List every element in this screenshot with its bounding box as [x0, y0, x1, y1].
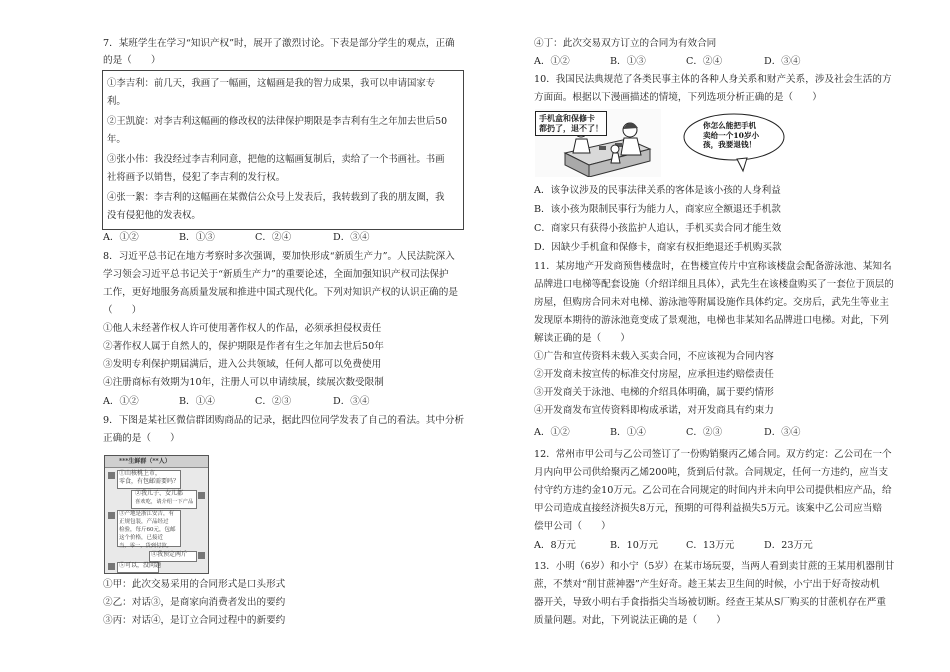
q7-option-c[interactable]: C．②④ — [255, 232, 292, 243]
q12-stem-line: 偿甲公司（ ） — [534, 521, 611, 532]
q7-option-a[interactable]: A．①② — [103, 232, 139, 243]
q11-option-c[interactable]: C．②③ — [686, 427, 723, 438]
q9-analysis-item: ④丁：此次交易双方订立的合同为有效合同 — [534, 38, 717, 49]
q9-analysis-item: ②乙：对话③，是商家向消费者发出的要约 — [103, 597, 286, 608]
chat-message: ③产地是浙江安吉，有 — [119, 511, 175, 517]
q10-stem-line: 10．我国民法典规范了各类民事主体的各种人身关系和财产关系，涉及社会生活的方 — [534, 74, 892, 85]
q10-option-a[interactable]: A．该争议涉及的民事法律关系的客体是该小孩的人身利益 — [534, 185, 781, 196]
chat-group-title: ***生鲜群（**人） — [119, 458, 171, 465]
bubble-line: 都扔了，退不了！ — [539, 122, 603, 133]
q7-viewpoints-table — [102, 70, 464, 230]
q9-analysis-item: ③丙：对话④，是订立合同过程中的新要约 — [103, 615, 286, 626]
q8-statement: ①他人未经著作权人许可使用著作权人的作品，必须承担侵权责任 — [103, 323, 382, 334]
q7-view-line: ②王凯旋：对李吉利这幅画的修改权的法律保护期限是李吉利有生之年加去世后50 — [107, 116, 448, 127]
q7-option-b[interactable]: B．①③ — [179, 232, 215, 243]
q10-stem-line: 方面面。根据以下漫画描述的情境，下列选项分析正确的是（ ） — [534, 92, 822, 103]
q9-option-a[interactable]: A．①② — [534, 56, 570, 67]
q12-stem-line: 付守约方违约金10万元。乙公司在合同规定的时间内并未向甲公司提供相应产品，给 — [534, 485, 892, 496]
parent-speech-text — [703, 121, 759, 150]
q8-stem-line: 工作，更好地服务高质量发展和推进中国式现代化。下列对知识产权的认识正确的是 — [103, 287, 458, 298]
q11-statement: ④开发商发布宣传资料即构成承诺，对开发商具有约束力 — [534, 405, 774, 416]
bubble-line: 手机盒和保修卡 — [539, 113, 595, 123]
bubble-line: 你怎么能把手机 — [703, 121, 757, 130]
q7-view-line: ③张小伟：我没经过李吉利同意，把他的这幅画复制后，卖给了一个书画社。书画 — [107, 154, 445, 165]
q7-view-line: 社将画予以销售，侵犯了李吉利的发行权。 — [107, 172, 286, 183]
q9-option-b[interactable]: B．①③ — [610, 56, 646, 67]
parent-speech-cloud — [679, 111, 789, 173]
q8-option-a[interactable]: A．①② — [103, 396, 139, 407]
q7-option-d[interactable]: D．③④ — [333, 232, 370, 243]
phone-refund-cartoon — [535, 109, 661, 177]
avatar — [198, 492, 205, 499]
q9-option-d[interactable]: D．③④ — [764, 56, 801, 67]
chat-message: ④我预定两斤 — [151, 551, 188, 558]
chat-message: ②我儿子、女儿都 — [135, 490, 184, 497]
q11-stem-line: 发现原本期待的游泳池竟变成了景观池，电梯也非某知名品牌进口电梯。对此，下列 — [534, 315, 889, 326]
q8-option-c[interactable]: C．②③ — [255, 396, 292, 407]
q13-stem-line: 13．小明（6岁）和小宁（5岁）在某市场玩耍，当两人看到卖甘蔗的王某用机器削甘 — [534, 561, 895, 572]
avatar — [198, 552, 205, 559]
q13-stem-line: 蔗，不禁对“削甘蔗神器”产生好奇。趁王某去卫生间的时候，小宁出于好奇按动机 — [534, 579, 880, 590]
q9-analysis-item: ①甲：此次交易采用的合同形式是口头形式 — [103, 579, 286, 590]
q12-stem-line: 月内向甲公司供给聚丙乙烯200吨，货到后付款。合同规定，任何一方违约，应当支 — [534, 467, 889, 478]
chat-message: 这个价格，已接近 — [119, 535, 164, 541]
chat-message: 正规包装，产品经过 — [119, 519, 169, 525]
q13-stem-line: 器开关，导致小明右手食指指尖当场被切断。经查王某从S厂购买的甘蔗机存在严重 — [534, 597, 886, 608]
q9-stem-line: 9．下图是某社区微信群团购商品的记录，据此四位同学发表了自己的看法。其中分析 — [103, 415, 465, 426]
q11-stem-line: 解读正确的是（ ） — [534, 333, 630, 344]
wechat-group-chat-image — [104, 455, 209, 574]
bubble-line: 卖给一个10岁小 — [703, 130, 760, 140]
q8-statement: ④注册商标有效期为10年，注册人可以申请续展，续展次数受限制 — [103, 377, 384, 388]
q7-view-line: 年。 — [107, 134, 126, 145]
q7-view-line: 没有侵犯他的发表权。 — [107, 210, 201, 221]
q11-stem-line: 品牌进口电梯等配套设施（介绍详细且具体），武先生在该楼盘购买了一套位于顶层的 — [534, 279, 894, 290]
shopkeeper-speech-bubble — [535, 111, 607, 136]
q12-stem-line: 12．常州市甲公司与乙公司签订了一份购销聚丙乙烯合同。双方约定：乙公司在一个 — [534, 449, 892, 460]
chat-message: 检验，每斤60元，包邮 — [119, 527, 176, 533]
q11-statement: ②开发商未按宣传的标准交付房屋，应承担违约赔偿责任 — [534, 369, 774, 380]
q7-stem-line-1: 7．某班学生在学习“知识产权”时，展开了激烈讨论。下表是部分学生的观点，正确 — [103, 38, 455, 49]
q8-statement: ③发明专利保护期届满后，进入公共领域，任何人都可以免费使用 — [103, 359, 382, 370]
q12-option-d[interactable]: D．23万元 — [764, 540, 813, 551]
q12-stem-line: 甲公司造成直接经济损失8万元，预期的可得利益损失5万元。该案中乙公司应当赔 — [534, 503, 882, 514]
q7-view-line: ④张一絮：李吉利的这幅画在某微信公众号上发表后，我转载到了我的朋友圈，我 — [107, 192, 445, 203]
q8-statement: ②著作权人属于自然人的，保护期限是作者有生之年加去世后50年 — [103, 341, 384, 352]
q11-statement: ①广告和宣传资料未载入买卖合同，不应该视为合同内容 — [534, 351, 774, 362]
chat-message: 零食，有包邮需要吗？ — [119, 478, 180, 485]
q10-option-c[interactable]: C．商家只有获得小孩监护人追认，手机买卖合同才能生效 — [534, 223, 782, 234]
q13-stem-line: 质量问题。对此，下列说法正确的是（ ） — [534, 615, 726, 626]
q12-option-b[interactable]: B．10万元 — [610, 540, 659, 551]
q11-stem-line: 11．某房地产开发商预售楼盘时，在售楼宣传片中宣称该楼盘会配备游泳池、某知名 — [534, 261, 892, 272]
q8-stem-line: 学习领会习近平总书记关于“新质生产力”的重要论述，全面加强知识产权司法保护 — [103, 269, 449, 280]
q8-stem-line: 8．习近平总书记在地方考察时多次强调，要加快形成“新质生产力”。人民法院深入 — [103, 251, 455, 262]
q12-option-c[interactable]: C．13万元 — [686, 540, 735, 551]
q10-option-b[interactable]: B．该小孩为限制民事行为能力人，商家应全额退还手机款 — [534, 204, 781, 215]
avatar — [108, 512, 115, 519]
q11-option-b[interactable]: B．①④ — [610, 427, 646, 438]
chat-message: ⑤可以，没问题 — [119, 562, 162, 569]
bubble-line: 孩，我要退钱！ — [703, 140, 757, 149]
q7-view-line: 利。 — [107, 96, 126, 107]
q8-stem-line: （ ） — [103, 305, 142, 316]
q9-stem-line: 正确的是（ ） — [103, 433, 180, 444]
q9-option-c[interactable]: C．②④ — [686, 56, 723, 67]
avatar — [108, 472, 115, 479]
q11-stem-line: 房屋，但购房合同未对电梯、游泳池等附属设施作具体约定。交房后，武先生等业主 — [534, 297, 889, 308]
avatar — [108, 563, 115, 570]
q8-option-d[interactable]: D．③④ — [333, 396, 370, 407]
q11-statement: ③开发商关于泳池、电梯的介绍具体明确，属于要约情形 — [534, 387, 774, 398]
q8-option-b[interactable]: B．①④ — [179, 396, 215, 407]
q11-option-d[interactable]: D．③④ — [764, 427, 801, 438]
chat-message: ①山核桃上市， — [119, 470, 162, 477]
q10-option-d[interactable]: D．因缺少手机盒和保修卡，商家有权拒绝退还手机购买款 — [534, 242, 782, 253]
q12-option-a[interactable]: A．8万元 — [534, 540, 576, 551]
q7-view-line: ①李吉利：前几天，我画了一幅画，这幅画是我的智力成果，我可以申请国家专 — [107, 78, 436, 89]
q11-option-a[interactable]: A．①② — [534, 427, 570, 438]
q7-stem-line-2: 的是（ ） — [103, 55, 161, 66]
chat-message: 喜欢吃，请介绍一下产品 — [135, 499, 194, 505]
chat-message: 当，零一，货到付款。 — [119, 543, 172, 549]
